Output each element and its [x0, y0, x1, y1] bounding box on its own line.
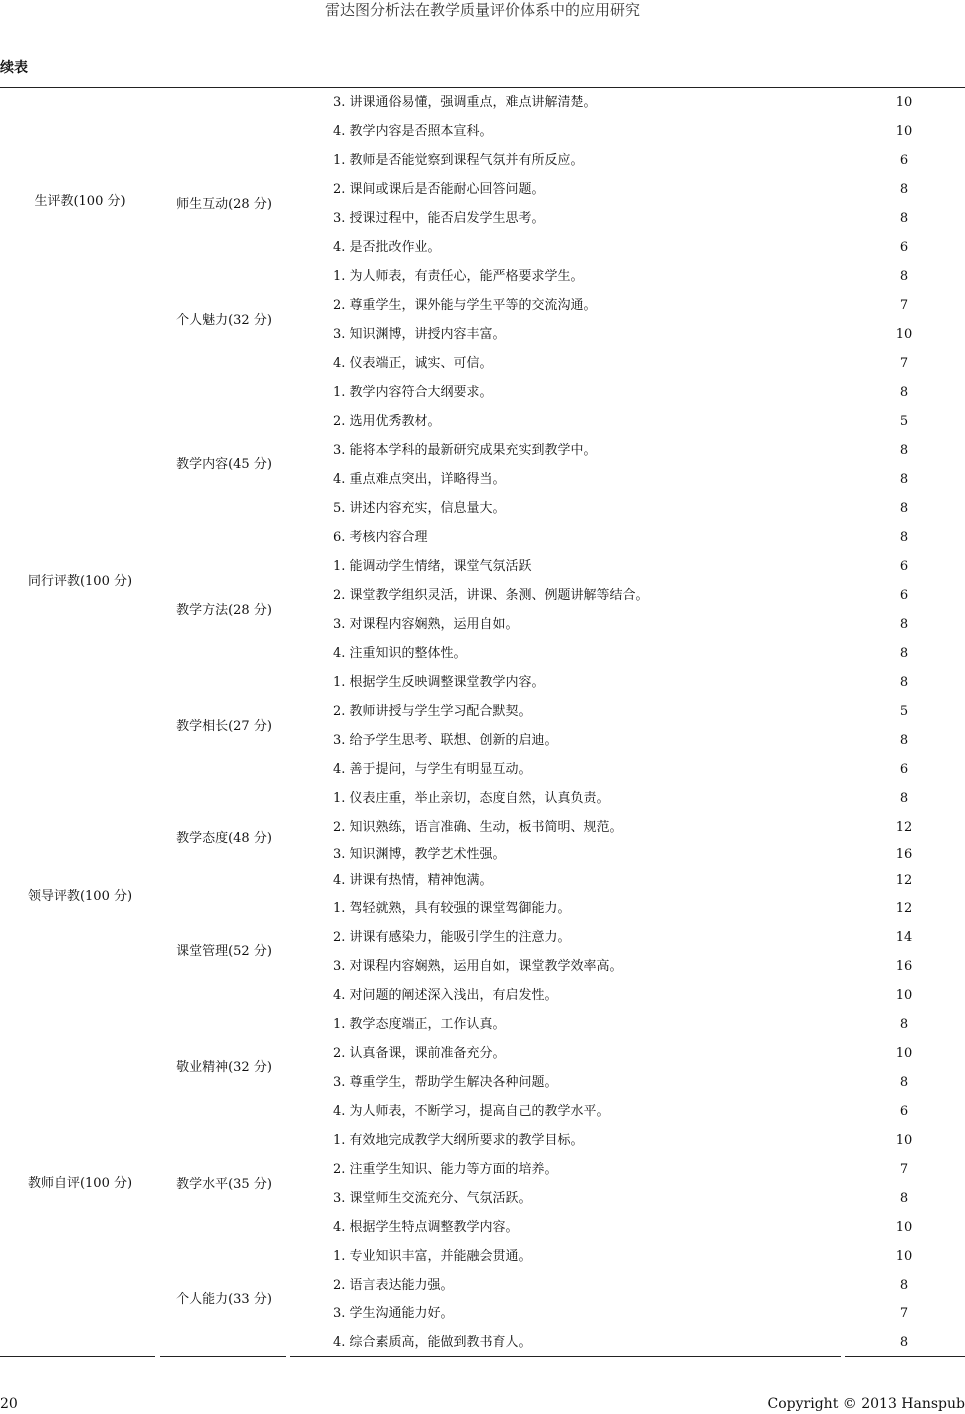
criterion-score: 6	[899, 588, 909, 603]
criterion-score: 8	[899, 646, 909, 661]
criterion-score: 12	[895, 820, 913, 835]
criterion-score: 6	[899, 240, 909, 255]
criterion-score: 10	[895, 1046, 913, 1061]
criterion-text: 1. 教师是否能觉察到课程气氛并有所反应。	[333, 153, 584, 168]
criterion-text: 2. 注重学生知识、能力等方面的培养。	[333, 1162, 558, 1177]
criterion-score: 12	[895, 901, 913, 916]
evaluation-subcategory: 教学方法(28 分)	[176, 603, 272, 618]
criterion-score: 10	[895, 1249, 913, 1264]
table-bottom-rule	[0, 1356, 965, 1357]
criterion-text: 3. 对课程内容娴熟，运用自如，课堂教学效率高。	[333, 959, 623, 974]
criterion-text: 1. 根据学生反映调整课堂教学内容。	[333, 675, 545, 690]
criterion-score: 8	[899, 443, 909, 458]
column-gap	[155, 1352, 160, 1360]
criterion-score: 7	[899, 356, 909, 371]
criterion-score: 8	[899, 1075, 909, 1090]
evaluation-category: 领导评教(100 分)	[27, 889, 133, 904]
criterion-text: 4. 是否批改作业。	[333, 240, 441, 255]
criterion-score: 8	[899, 1017, 909, 1032]
table-top-rule	[0, 87, 965, 88]
evaluation-subcategory: 个人魅力(32 分)	[176, 313, 272, 328]
criterion-score: 16	[895, 959, 913, 974]
criterion-score: 6	[899, 559, 909, 574]
criterion-score: 8	[899, 675, 909, 690]
evaluation-subcategory: 教学相长(27 分)	[176, 719, 272, 734]
criterion-text: 4. 为人师表，不断学习，提高自己的教学水平。	[333, 1104, 610, 1119]
page-number: 20	[0, 1396, 18, 1412]
criterion-score: 10	[895, 95, 913, 110]
criterion-text: 2. 课间或课后是否能耐心回答问题。	[333, 182, 545, 197]
criterion-text: 4. 对问题的阐述深入浅出，有启发性。	[333, 988, 558, 1003]
criterion-text: 1. 能调动学生情绪，课堂气氛活跃	[333, 559, 532, 574]
criterion-score: 8	[899, 1335, 909, 1350]
criterion-text: 4. 讲课有热情，精神饱满。	[333, 873, 493, 888]
criterion-text: 3. 尊重学生，帮助学生解决各种问题。	[333, 1075, 558, 1090]
criterion-score: 14	[895, 930, 913, 945]
criterion-text: 1. 为人师表，有责任心，能严格要求学生。	[333, 269, 584, 284]
criterion-score: 8	[899, 733, 909, 748]
evaluation-subcategory: 课堂管理(52 分)	[176, 944, 272, 959]
criterion-text: 3. 课堂师生交流充分、气氛活跃。	[333, 1191, 532, 1206]
criterion-score: 8	[899, 182, 909, 197]
criterion-text: 3. 授课过程中，能否启发学生思考。	[333, 211, 545, 226]
evaluation-subcategory: 教学态度(48 分)	[176, 831, 272, 846]
criterion-text: 1. 教学态度端正，工作认真。	[333, 1017, 506, 1032]
criterion-text: 3. 能将本学科的最新研究成果充实到教学中。	[333, 443, 597, 458]
criterion-text: 3. 知识渊博，讲授内容丰富。	[333, 327, 506, 342]
criterion-text: 4. 教学内容是否照本宣科。	[333, 124, 493, 139]
criterion-score: 5	[899, 704, 909, 719]
criterion-text: 1. 教学内容符合大纲要求。	[333, 385, 493, 400]
evaluation-category: 同行评教(100 分)	[27, 574, 133, 589]
criterion-score: 16	[895, 847, 913, 862]
criterion-text: 2. 知识熟练，语言准确、生动，板书简明、规范。	[333, 820, 623, 835]
criterion-text: 5. 讲述内容充实，信息量大。	[333, 501, 506, 516]
criterion-text: 4. 注重知识的整体性。	[333, 646, 467, 661]
criterion-text: 1. 专业知识丰富，并能融会贯通。	[333, 1249, 532, 1264]
criterion-score: 10	[895, 124, 913, 139]
criterion-text: 2. 选用优秀教材。	[333, 414, 441, 429]
criterion-score: 10	[895, 327, 913, 342]
criterion-text: 2. 教师讲授与学生学习配合默契。	[333, 704, 532, 719]
criterion-text: 3. 知识渊博，教学艺术性强。	[333, 847, 506, 862]
criterion-text: 1. 仪表庄重，举止亲切，态度自然，认真负责。	[333, 791, 610, 806]
criterion-text: 4. 综合素质高，能做到教书育人。	[333, 1335, 532, 1350]
criterion-text: 1. 驾轻就熟，具有较强的课堂驾御能力。	[333, 901, 571, 916]
criterion-score: 6	[899, 153, 909, 168]
criterion-text: 3. 给予学生思考、联想、创新的启迪。	[333, 733, 558, 748]
criterion-score: 10	[895, 988, 913, 1003]
criterion-text: 2. 语言表达能力强。	[333, 1278, 454, 1293]
evaluation-category: 教师自评(100 分)	[27, 1176, 133, 1191]
criterion-text: 4. 重点难点突出，详略得当。	[333, 472, 506, 487]
criterion-score: 8	[899, 1191, 909, 1206]
criterion-text: 3. 学生沟通能力好。	[333, 1306, 454, 1321]
criterion-score: 8	[899, 211, 909, 226]
criterion-score: 6	[899, 762, 909, 777]
criterion-score: 8	[899, 617, 909, 632]
criterion-text: 4. 仪表端正，诚实、可信。	[333, 356, 493, 371]
evaluation-subcategory: 教学内容(45 分)	[176, 457, 272, 472]
criterion-score: 8	[899, 501, 909, 516]
criterion-score: 7	[899, 1306, 909, 1321]
criterion-score: 5	[899, 414, 909, 429]
criterion-score: 8	[899, 472, 909, 487]
criterion-score: 10	[895, 1220, 913, 1235]
copyright-notice: Copyright © 2013 Hanspub	[767, 1396, 965, 1412]
criterion-text: 2. 认真备课，课前准备充分。	[333, 1046, 506, 1061]
evaluation-subcategory: 师生互动(28 分)	[176, 197, 272, 212]
criterion-score: 8	[899, 530, 909, 545]
criterion-text: 2. 课堂教学组织灵活，讲课、条测、例题讲解等结合。	[333, 588, 649, 603]
criterion-score: 8	[899, 791, 909, 806]
criterion-text: 4. 根据学生特点调整教学内容。	[333, 1220, 519, 1235]
criterion-text: 6. 考核内容合理	[333, 530, 428, 545]
criterion-score: 8	[899, 1278, 909, 1293]
column-gap	[286, 1352, 290, 1360]
criterion-text: 2. 尊重学生，课外能与学生平等的交流沟通。	[333, 298, 597, 313]
criterion-score: 12	[895, 873, 913, 888]
evaluation-subcategory: 个人能力(33 分)	[176, 1292, 272, 1307]
criterion-text: 2. 讲课有感染力，能吸引学生的注意力。	[333, 930, 571, 945]
criterion-text: 3. 讲课通俗易懂，强调重点，难点讲解清楚。	[333, 95, 597, 110]
criterion-score: 6	[899, 1104, 909, 1119]
evaluation-subcategory: 敬业精神(32 分)	[176, 1060, 272, 1075]
criterion-score: 8	[899, 385, 909, 400]
evaluation-category: 生评教(100 分)	[34, 194, 126, 209]
table-continued-label: 续表	[0, 60, 28, 76]
criterion-text: 4. 善于提问，与学生有明显互动。	[333, 762, 532, 777]
criterion-score: 7	[899, 1162, 909, 1177]
page-header-title: 雷达图分析法在教学质量评价体系中的应用研究	[324, 1, 640, 19]
criterion-score: 7	[899, 298, 909, 313]
evaluation-subcategory: 教学水平(35 分)	[176, 1177, 272, 1192]
criterion-score: 8	[899, 269, 909, 284]
criterion-score: 10	[895, 1133, 913, 1148]
criterion-text: 1. 有效地完成教学大纲所要求的教学目标。	[333, 1133, 584, 1148]
criterion-text: 3. 对课程内容娴熟，运用自如。	[333, 617, 519, 632]
